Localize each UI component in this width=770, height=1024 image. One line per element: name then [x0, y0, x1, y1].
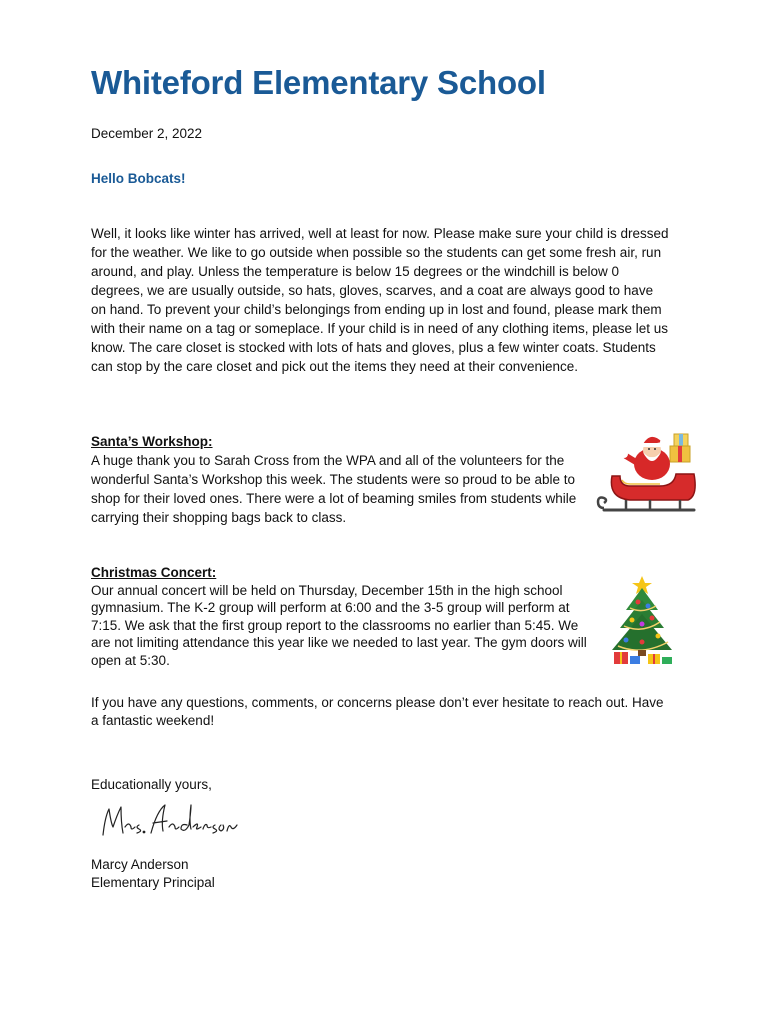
- letter-date: December 2, 2022: [91, 126, 203, 141]
- school-title: Whiteford Elementary School: [91, 64, 546, 101]
- principal-role: Elementary Principal: [91, 874, 215, 890]
- santas-workshop-section: [91, 432, 591, 527]
- christmas-tree-icon: [602, 574, 682, 666]
- santas-workshop-text: A huge thank you to Sarah Cross from the WPA and all of the volunteers for the wonderful Santa’s Workshop this week. The students were so proud to be able to shop for their loved ones. There were a lot of beaming smiles from students while carrying their shopping bags back to class.: [91, 453, 577, 525]
- principal-name: Marcy Anderson: [91, 857, 189, 872]
- santa-sleigh-icon: [590, 428, 702, 518]
- christmas-concert-section: [91, 564, 596, 669]
- santas-workshop-heading: Santa’s Workshop:: [91, 434, 213, 449]
- closing-paragraph: If you have any questions, comments, or concerns please don’t ever hesitate to reach out. Have a fantastic weekend!: [91, 695, 664, 728]
- christmas-concert-heading: Christmas Concert:: [91, 565, 217, 580]
- signature-image: [95, 797, 245, 845]
- intro-paragraph: Well, it looks like winter has arrived, well at least for now. Please make sure your child is dressed for the weather. We like to go outside when possible so the students can get some fresh air, run around, and play. Unless the temperature is below 15 degrees or the windchill is below 0 degrees, we are usually outside, so hats, gloves, scarves, and a coat are always good to have on hand. To prevent your child’s belongings from ending up in lost and found, please mark them with their name on a tag or someplace. If your child is in need of any clothing items, please let us know. The care closet is stocked with lots of hats and gloves, plus a few winter coats. Students can stop by the care closet and pick out the items they need at their convenience.: [91, 226, 669, 374]
- greeting: Hello Bobcats!: [91, 171, 186, 186]
- principal-info: [91, 856, 215, 891]
- christmas-concert-text: Our annual concert will be held on Thursday, December 15th in the high school gymnasium. The K-2 group will perform at 6:00 and the 3-5 group will perform at 7:15. We ask that the first group report to the classrooms no earlier than 5:45. We are not limiting attendance this year like we needed to last year. The gym doors will open at 5:30.: [91, 582, 587, 668]
- signoff: Educationally yours,: [91, 777, 212, 792]
